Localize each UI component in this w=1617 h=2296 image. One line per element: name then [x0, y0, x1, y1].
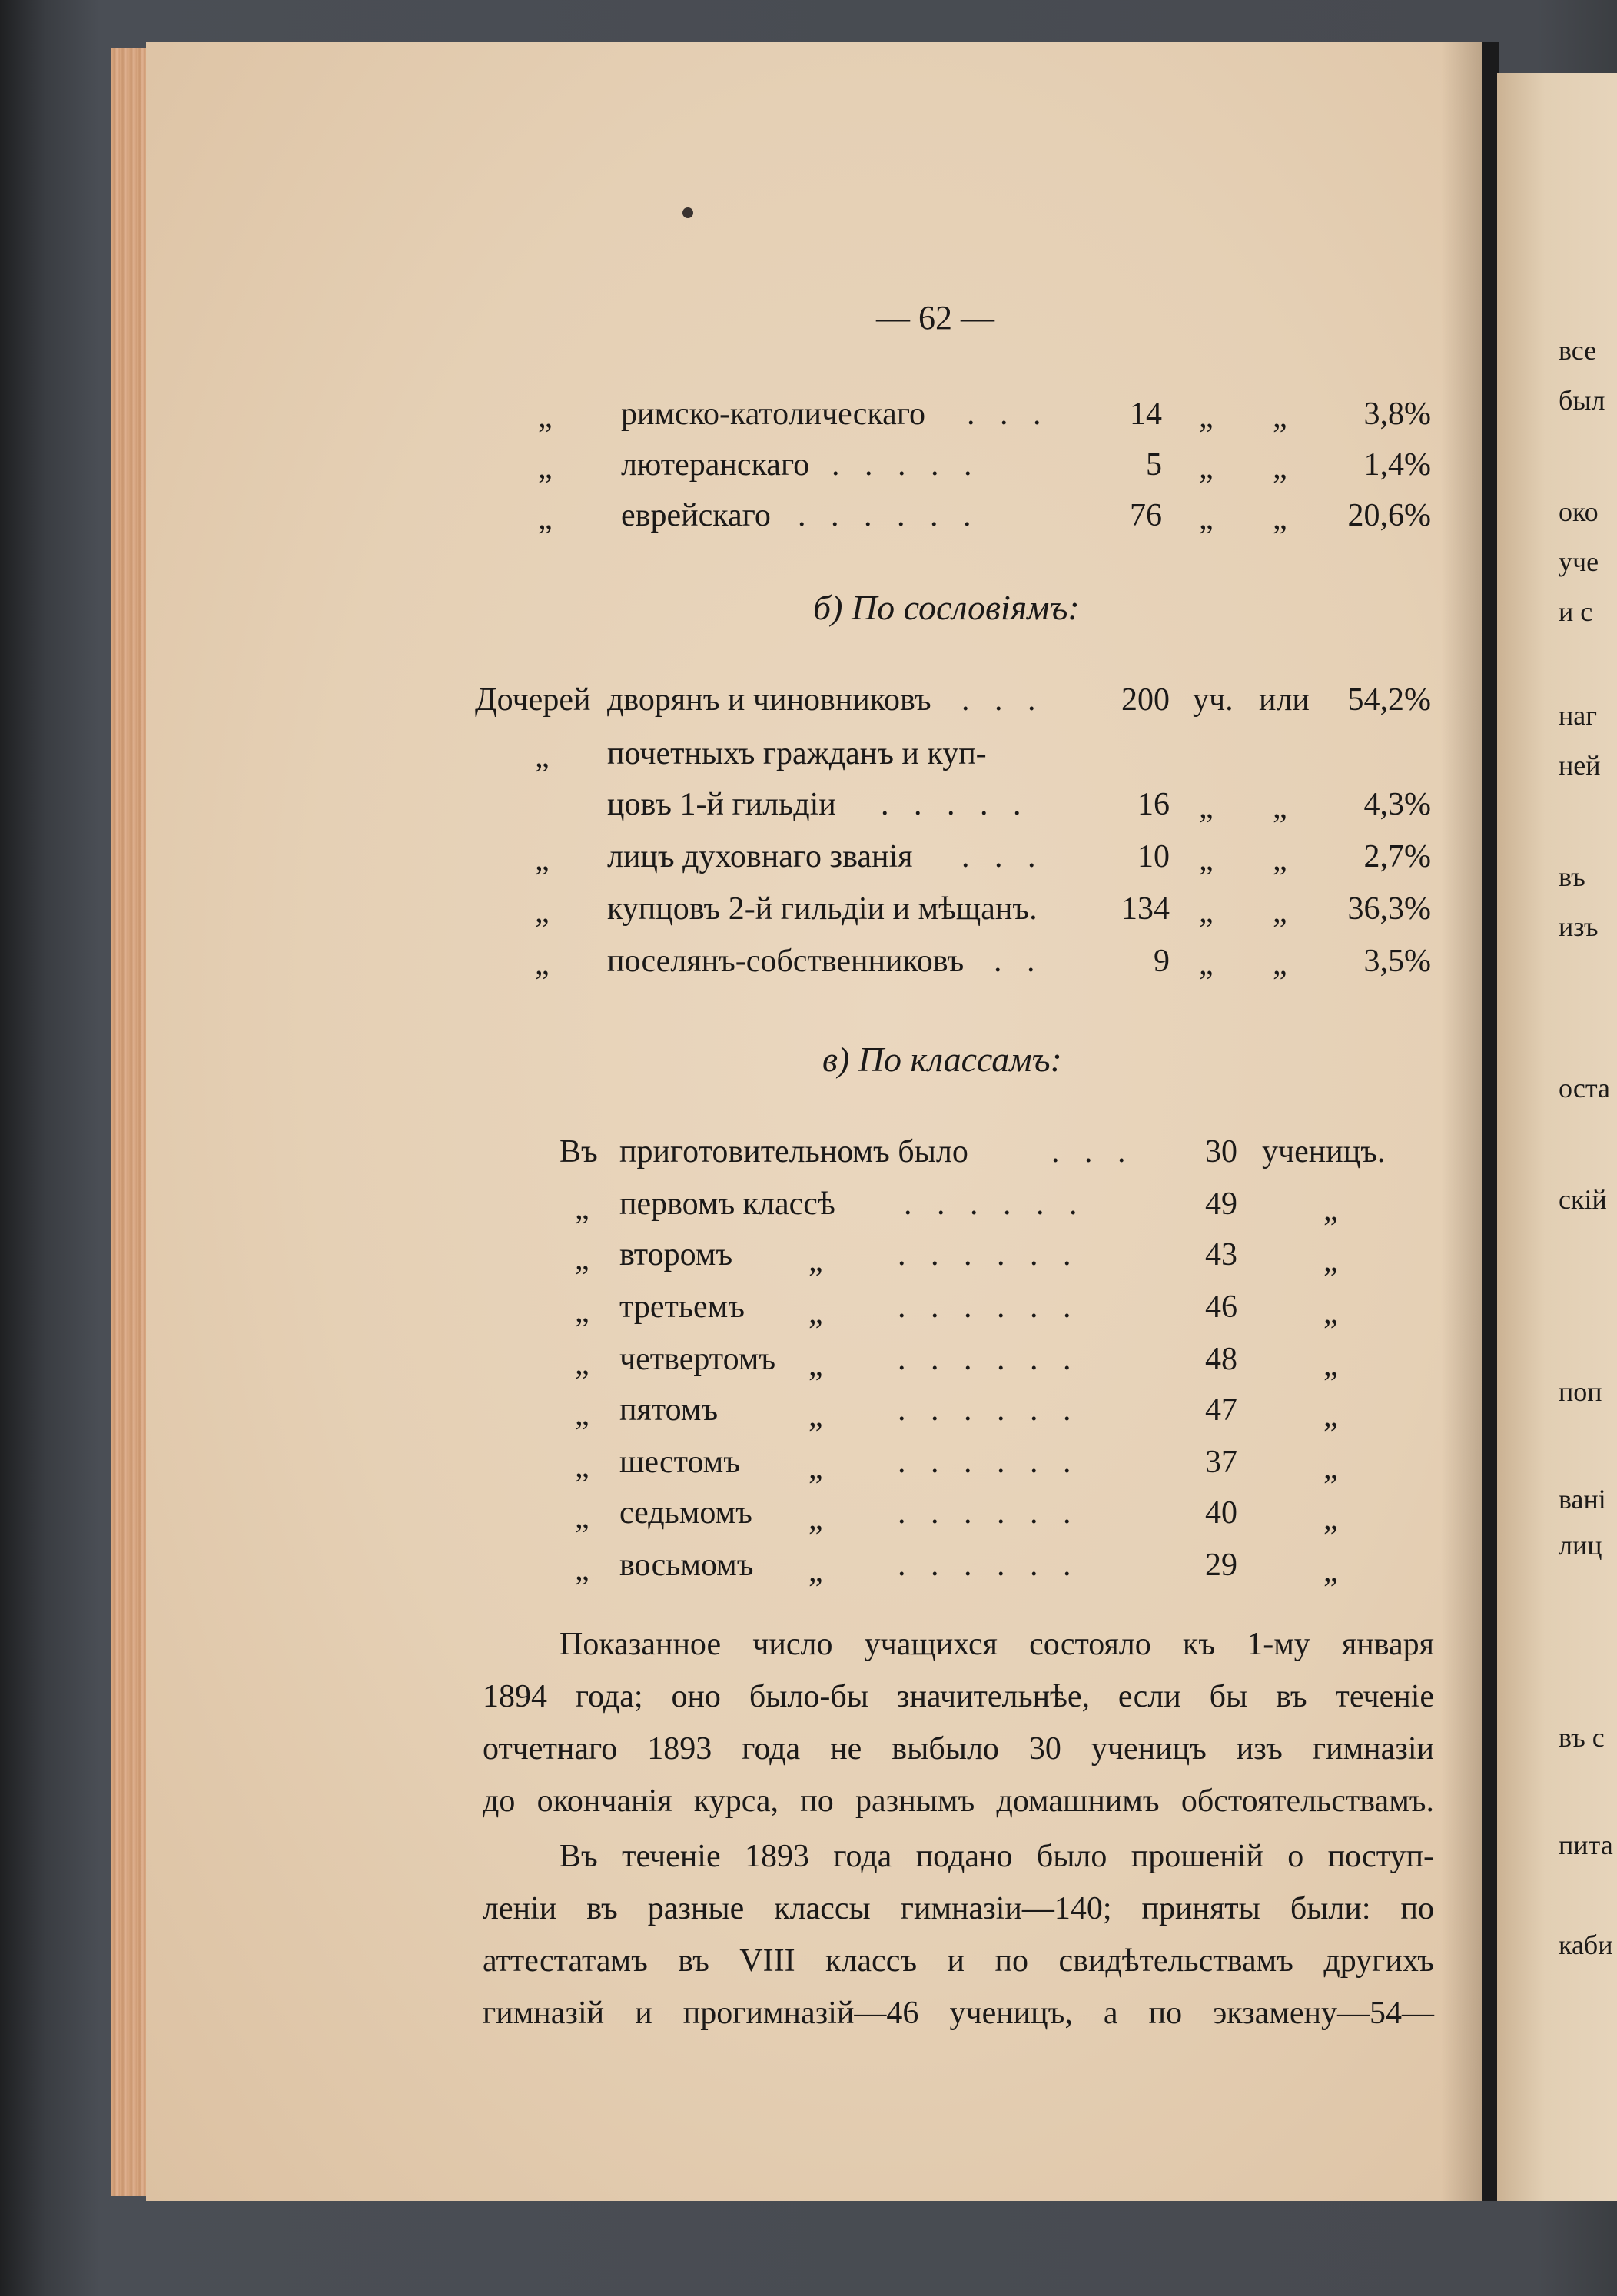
row-count: 14 [1130, 396, 1162, 432]
row-prefix: „ [575, 1346, 589, 1382]
row-leader: . . . . . . [898, 1392, 1080, 1428]
right-page-fragment: изъ [1559, 911, 1599, 942]
row-label: первомъ классѣ [619, 1186, 835, 1222]
row-count: 5 [1146, 447, 1162, 483]
row-label: купцовъ 2-й гильдіи и мѣщанъ. [607, 891, 1038, 927]
row-count: 43 [1205, 1237, 1237, 1272]
row-ditto: „ [1273, 400, 1287, 435]
row-unit: „ [1199, 842, 1214, 878]
row-ditto: „ [1273, 501, 1287, 536]
row-count: 47 [1205, 1392, 1237, 1428]
row-ditto: „ [1199, 450, 1214, 486]
right-page-fragment: ней [1559, 750, 1601, 781]
row-unit: „ [1273, 790, 1287, 825]
row-count: 9 [1154, 944, 1170, 979]
row-unit: „ [1273, 894, 1287, 930]
right-page-fragment: наг [1559, 700, 1598, 731]
row-ditto: „ [1273, 450, 1287, 486]
right-page-fragment: все [1559, 335, 1597, 366]
row-count: 46 [1205, 1289, 1237, 1325]
class-heading: в) По классамъ: [822, 1040, 1062, 1079]
row-leader: . . . . . . [898, 1342, 1080, 1377]
row-label: лицъ духовнаго званія [607, 839, 913, 874]
row-percent: 54,2% [1347, 682, 1431, 718]
row-prefix: „ [575, 1397, 589, 1432]
row-unit: уч. [1193, 682, 1234, 718]
row-label: дворянъ и чиновниковъ [607, 682, 931, 718]
row-ditto: „ [808, 1399, 823, 1434]
estate-heading: б) По сословіямъ: [813, 588, 1080, 627]
row-percent: 3,8% [1363, 396, 1431, 432]
row-label: второмъ [619, 1237, 733, 1272]
right-page-fragment: оста [1559, 1073, 1611, 1103]
row-label: третьемъ [619, 1289, 745, 1325]
right-page-fragment: был [1559, 385, 1605, 416]
page-number: — 62 — [876, 299, 994, 337]
row-leader: . . . [961, 682, 1044, 718]
right-page-fragment: и с [1559, 596, 1593, 627]
right-page [1497, 73, 1617, 2201]
row-leader: . . . . . . [904, 1186, 1086, 1222]
row-count: 49 [1205, 1186, 1237, 1222]
row-unit: „ [1273, 842, 1287, 878]
row-percent: 3,5% [1363, 944, 1431, 979]
row-prefix: „ [538, 450, 553, 486]
paragraph-line: Показанное число учащихся состояло къ 1-му января [559, 1627, 1434, 1662]
paragraph-line: 1894 года; оно было-бы значительнѣе, если бы въ теченіе [483, 1679, 1434, 1714]
row-unit: „ [1323, 1348, 1338, 1383]
row-unit: „ [1273, 947, 1287, 982]
row-leader: . . . . . . [898, 1289, 1080, 1325]
row-percent: 20,6% [1347, 498, 1431, 533]
row-prefix: „ [535, 842, 550, 878]
right-page-fragment: въ с [1559, 1722, 1605, 1753]
row-label: поселянъ-собственниковъ [607, 944, 965, 979]
paragraph-line: гимназій и прогимназій—46 ученицъ, а по экзамену—54— [483, 1996, 1434, 2031]
row-prefix: „ [535, 947, 550, 982]
row-unit: „ [1323, 1296, 1338, 1331]
row-leader: . . [994, 944, 1044, 979]
right-page-fragment: въ [1559, 861, 1585, 892]
row-label: четвертомъ [619, 1342, 776, 1377]
row-prefix: „ [575, 1242, 589, 1277]
row-ditto: „ [808, 1451, 823, 1486]
row-leader: . . . . . [832, 447, 981, 483]
row-leader: . . . . . . [898, 1495, 1080, 1531]
row-label: восьмомъ [619, 1548, 754, 1583]
paragraph-line: до окончанія курса, по разнымъ домашнимъ обстоятельствамъ. [483, 1783, 1434, 1819]
row-leader: . . . . . . [898, 1237, 1080, 1272]
row-unit: или [1259, 682, 1310, 718]
row-prefix: „ [535, 739, 550, 775]
row-unit: „ [1199, 894, 1214, 930]
row-unit: „ [1323, 1399, 1338, 1434]
row-count: 37 [1205, 1445, 1237, 1480]
row-leader: . . . [961, 839, 1044, 874]
right-page-fragment: уче [1559, 546, 1599, 577]
row-count: 10 [1137, 839, 1170, 874]
book-gutter [1482, 42, 1499, 2201]
right-page-fragment: вані [1559, 1484, 1606, 1515]
row-prefix: „ [538, 501, 553, 536]
right-page-fragment: каби [1559, 1929, 1613, 1960]
right-page-fragment: пита [1559, 1830, 1613, 1860]
right-page-fragment: скій [1559, 1184, 1607, 1215]
row-ditto: „ [808, 1296, 823, 1331]
row-ditto: „ [808, 1554, 823, 1589]
paragraph-line: отчетнаго 1893 года не выбыло 30 ученицъ изъ гимназіи [483, 1731, 1434, 1767]
row-count: 134 [1121, 891, 1170, 927]
right-page-fragment: око [1559, 496, 1599, 527]
row-leader: . . . . . [881, 787, 1030, 822]
right-page-fragment: поп [1559, 1376, 1602, 1407]
row-label: шестомъ [619, 1445, 740, 1480]
row-label: еврейскаго [621, 498, 771, 533]
row-count: 40 [1205, 1495, 1237, 1531]
row-count: 30 [1205, 1134, 1237, 1170]
row-unit: „ [1323, 1243, 1338, 1279]
row-count: 200 [1121, 682, 1170, 718]
row-prefix: „ [575, 1449, 589, 1485]
row-label: седьмомъ [619, 1495, 752, 1531]
paragraph-line: аттестатамъ въ VIII классъ и по свидѣтельствамъ другихъ [483, 1943, 1434, 1979]
row-prefix: „ [575, 1500, 589, 1535]
row-unit: „ [1323, 1554, 1338, 1589]
row-ditto: „ [1199, 501, 1214, 536]
row-leader: . . . . . . [898, 1548, 1080, 1583]
row-label: лютеранскаго [621, 447, 810, 483]
row-prefix: „ [535, 894, 550, 930]
row-prefix: „ [575, 1294, 589, 1329]
row-ditto: „ [1199, 400, 1214, 435]
row-unit: „ [1199, 947, 1214, 982]
right-page-fragment: лиц [1559, 1530, 1602, 1561]
row-unit: „ [1199, 790, 1214, 825]
row-label: пятомъ [619, 1392, 719, 1428]
row-unit: „ [1323, 1451, 1338, 1486]
row-ditto: „ [808, 1243, 823, 1279]
row-count: 16 [1137, 787, 1170, 822]
row-leader: . . . [1051, 1134, 1134, 1170]
row-percent: 4,3% [1363, 787, 1431, 822]
row-unit: „ [1323, 1501, 1338, 1537]
paragraph-line: Въ теченіе 1893 года подано было прошеній о поступ- [559, 1839, 1434, 1874]
row-count: 76 [1130, 498, 1162, 533]
row-label: цовъ 1-й гильдіи [607, 787, 836, 822]
row-unit: ученицъ. [1262, 1134, 1386, 1170]
row-label: римско-католическаго [621, 396, 926, 432]
row-count: 48 [1205, 1342, 1237, 1377]
row-label: почетныхъ гражданъ и куп- [607, 736, 987, 771]
row-percent: 36,3% [1347, 891, 1431, 927]
row-leader: . . . . . . [798, 498, 980, 533]
row-unit: „ [1323, 1193, 1338, 1228]
paragraph-line: леніи въ разные классы гимназіи—140; приняты были: по [483, 1891, 1434, 1926]
row-prefix: „ [575, 1191, 589, 1226]
page-shadow [1441, 42, 1487, 2201]
row-prefix: Дочерей [475, 682, 591, 718]
row-percent: 2,7% [1363, 839, 1431, 874]
row-label: приготовительномъ было [619, 1134, 968, 1170]
row-prefix: „ [575, 1552, 589, 1588]
row-prefix: „ [538, 400, 553, 435]
row-count: 29 [1205, 1548, 1237, 1583]
row-ditto: „ [808, 1348, 823, 1383]
row-leader: . . . . . . [898, 1445, 1080, 1480]
row-percent: 1,4% [1363, 447, 1431, 483]
row-prefix: Въ [559, 1134, 598, 1170]
row-leader: . . . [967, 396, 1050, 432]
row-ditto: „ [808, 1501, 823, 1537]
ink-speck [682, 207, 693, 218]
